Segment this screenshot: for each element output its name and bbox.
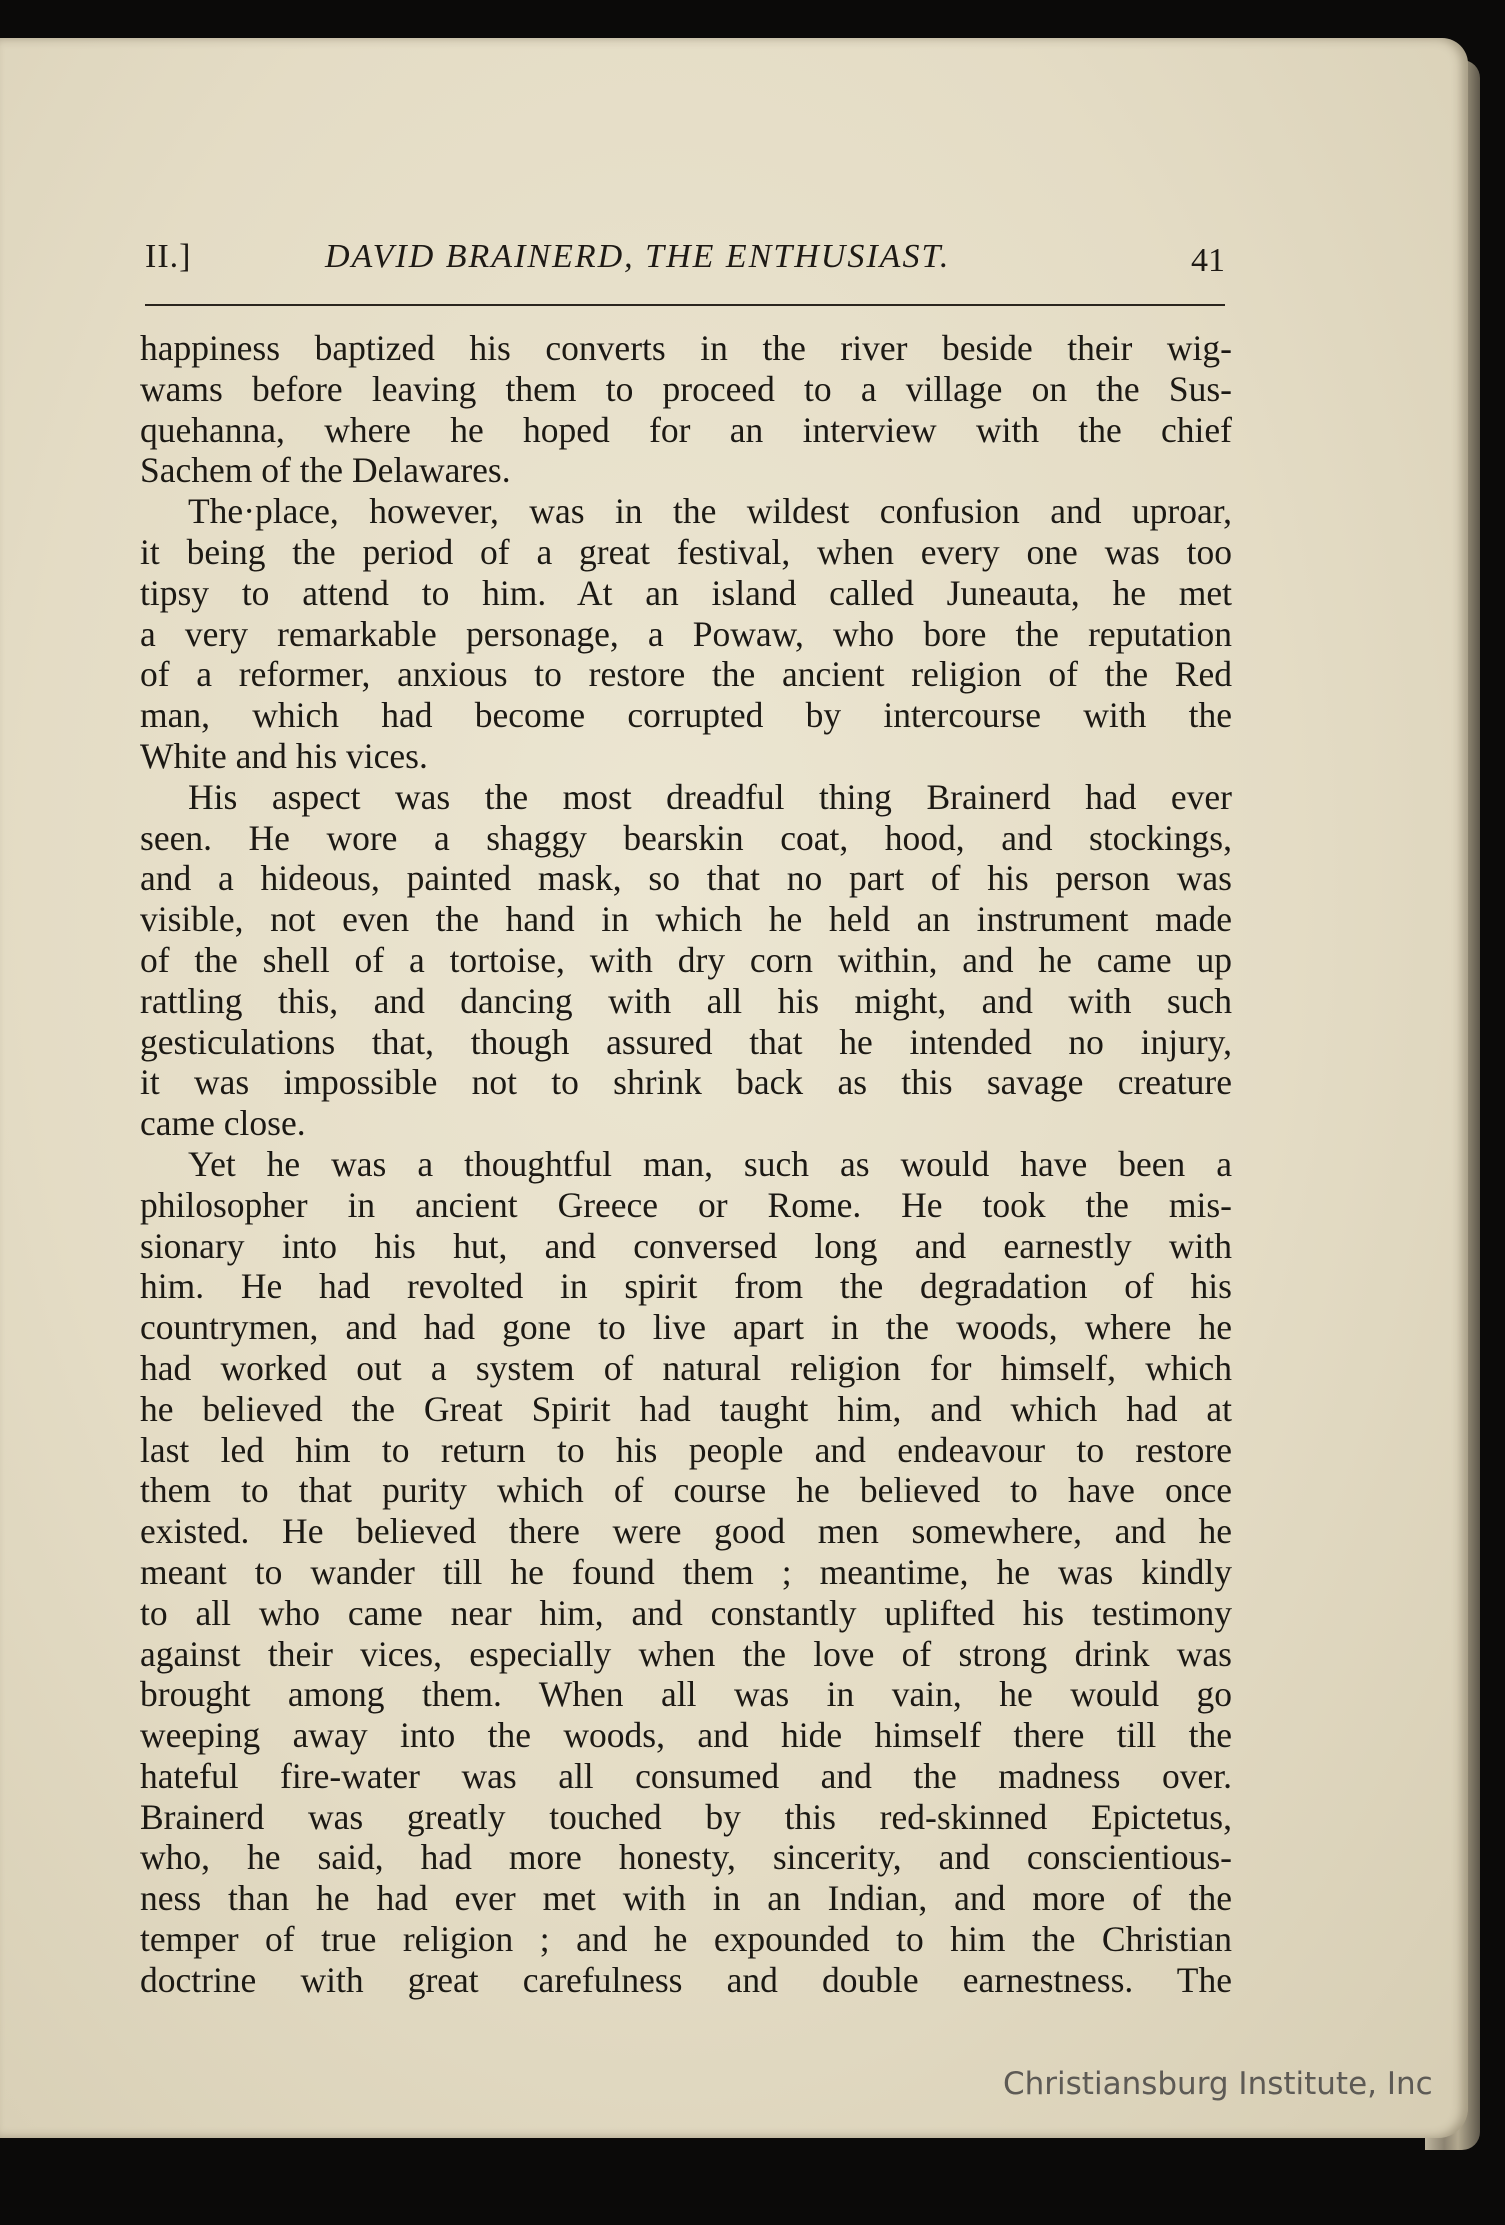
text-line: weeping away into the woods, and hide himself there till the: [140, 1715, 1232, 1756]
text-line: visible, not even the hand in which he held an instrument made: [140, 899, 1232, 940]
text-line: countrymen, and had gone to live apart in the woods, where he: [140, 1307, 1232, 1348]
text-line: brought among them. When all was in vain, he would go: [140, 1674, 1232, 1715]
text-line: seen. He wore a shaggy bearskin coat, hood, and stockings,: [140, 817, 1232, 858]
text-line: happiness baptized his converts in the river beside their wig-: [140, 328, 1232, 368]
text-line: existed. He believed there were good men somewhere, and he: [140, 1511, 1232, 1552]
text-line: hateful fire-water was all consumed and the madness over.: [140, 1755, 1232, 1796]
text-line: quehanna, where he hoped for an interview with the chief: [140, 409, 1232, 450]
text-line: wams before leaving them to proceed to a village on the Sus-: [140, 368, 1232, 409]
text-line: rattling this, and dancing with all his might, and with such: [140, 980, 1232, 1021]
text-line: of the shell of a tortoise, with dry corn within, and he came up: [140, 939, 1232, 980]
text-line: doctrine with great carefulness and double earnestness. The: [140, 1959, 1232, 2000]
text-line: The·place, however, was in the wildest confusion and uproar,: [188, 491, 1232, 532]
book-page: [0, 38, 1468, 2138]
text-line: last led him to return to his people and endeavour to restore: [140, 1429, 1232, 1470]
running-head: [145, 238, 1225, 288]
text-line: him. He had revolted in spirit from the degradation of his: [140, 1266, 1232, 1307]
text-line: it being the period of a great festival, when every one was too: [140, 531, 1232, 572]
chapter-number: II.]: [145, 238, 192, 275]
text-line: had worked out a system of natural religion for himself, which: [140, 1347, 1232, 1388]
text-line: ness than he had ever met with in an Indian, and more of the: [140, 1878, 1232, 1919]
body-text: [140, 328, 1232, 2001]
text-line: them to that purity which of course he believed to have once: [140, 1470, 1232, 1511]
text-line: temper of true religion ; and he expounded to him the Christian: [140, 1919, 1232, 1960]
text-line: of a reformer, anxious to restore the ancient religion of the Red: [140, 654, 1232, 695]
text-line: who, he said, had more honesty, sincerity, and conscientious-: [140, 1837, 1232, 1878]
page-number: 41: [1191, 242, 1225, 279]
text-line: a very remarkable personage, a Powaw, who bore the reputation: [140, 613, 1232, 654]
text-line: and a hideous, painted mask, so that no part of his person was: [140, 858, 1232, 899]
text-line: gesticulations that, though assured that he intended no injury,: [140, 1021, 1232, 1062]
text-line: against their vices, especially when the love of strong drink was: [140, 1633, 1232, 1674]
text-line: White and his vices.: [140, 735, 428, 776]
running-title: DAVID BRAINERD, THE ENTHUSIAST.: [325, 238, 951, 275]
text-line: he believed the Great Spirit had taught him, and which had at: [140, 1388, 1232, 1429]
text-line: Sachem of the Delawares.: [140, 450, 511, 491]
watermark: Christiansburg Institute, Inc: [1003, 2066, 1433, 2102]
text-line: came close.: [140, 1103, 306, 1144]
text-line: Brainerd was greatly touched by this red-skinned Epictetus,: [140, 1796, 1232, 1837]
header-rule: [145, 304, 1225, 306]
text-line: Yet he was a thoughtful man, such as would have been a: [188, 1143, 1232, 1184]
text-line: philosopher in ancient Greece or Rome. He took the mis-: [140, 1184, 1232, 1225]
text-line: tipsy to attend to him. At an island called Juneauta, he met: [140, 572, 1232, 613]
text-line: it was impossible not to shrink back as this savage creature: [140, 1062, 1232, 1103]
text-line: to all who came near him, and constantly uplifted his testimony: [140, 1592, 1232, 1633]
text-line: meant to wander till he found them ; meantime, he was kindly: [140, 1551, 1232, 1592]
text-line: His aspect was the most dreadful thing Brainerd had ever: [188, 776, 1232, 817]
text-line: man, which had become corrupted by intercourse with the: [140, 695, 1232, 736]
text-line: sionary into his hut, and conversed long and earnestly with: [140, 1225, 1232, 1266]
